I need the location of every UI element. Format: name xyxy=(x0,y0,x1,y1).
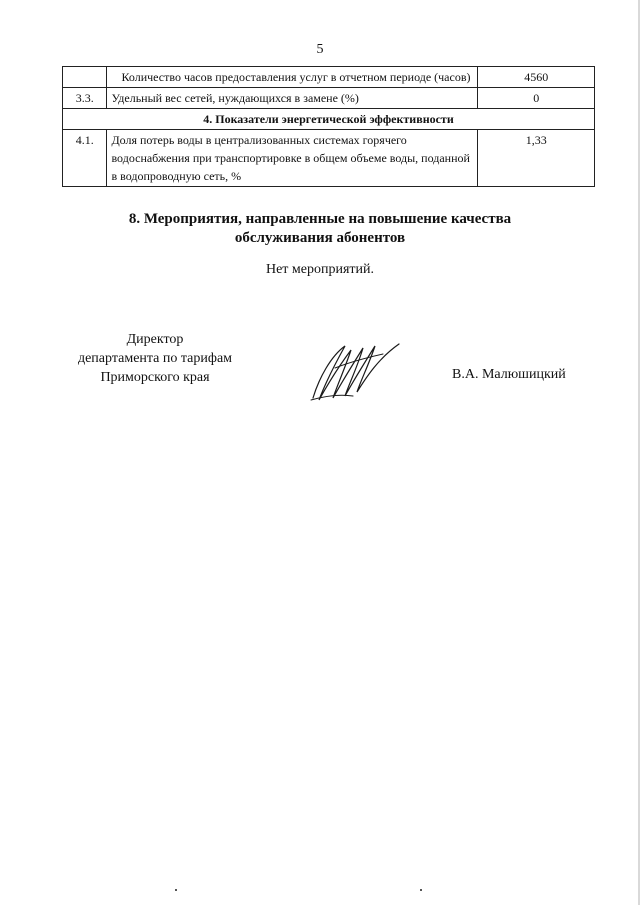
table-section-row xyxy=(63,109,595,130)
table-row xyxy=(63,67,595,88)
section-8-title-line-1: 8. Мероприятия, направленные на повышение качества xyxy=(128,211,512,227)
position-line-1: Директор xyxy=(126,332,184,347)
section-8-body: Нет мероприятий. xyxy=(265,262,375,277)
handwritten-signature xyxy=(305,338,405,404)
row-value-cell: 1,33 xyxy=(478,130,595,187)
signer-name: В.А. Малюшицкий xyxy=(452,367,566,382)
row-description-cell: Количество часов предоставления услуг в отчетном периоде (часов) xyxy=(107,67,478,88)
section-8-title xyxy=(0,210,640,248)
page-number: 5 xyxy=(316,42,324,57)
table-row xyxy=(63,88,595,109)
section-heading-cell: 4. Показатели энергетической эффективности xyxy=(63,109,595,130)
indicators-table-body xyxy=(63,67,595,187)
row-number-cell: 4.1. xyxy=(63,130,107,187)
position-line-2: департамента по тарифам xyxy=(77,351,233,366)
position-line-3: Приморского края xyxy=(100,370,210,385)
section-8-title-line-2: обслуживания абонентов xyxy=(234,230,406,246)
row-number-cell: 3.3. xyxy=(63,88,107,109)
indicators-table xyxy=(62,66,595,187)
scan-speck xyxy=(175,889,177,891)
row-value-cell: 4560 xyxy=(478,67,595,88)
row-description-cell: Удельный вес сетей, нуждающихся в замене (%) xyxy=(107,88,478,109)
row-description-cell: Доля потерь воды в централизованных системах горячего водоснабжения при транспортировке в общем объеме воды, поданной в водопроводную сеть, % xyxy=(107,130,478,187)
row-number-cell xyxy=(63,67,107,88)
table-row xyxy=(63,130,595,187)
row-value-cell: 0 xyxy=(478,88,595,109)
director-position xyxy=(60,330,250,387)
scan-speck xyxy=(420,889,422,891)
